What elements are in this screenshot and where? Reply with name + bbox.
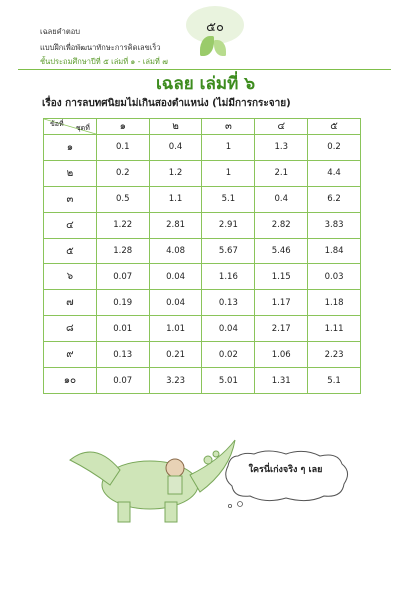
answer-cell: 4.4 (308, 160, 361, 186)
column-header: ๔ (255, 119, 308, 135)
column-header: ๓ (202, 119, 255, 135)
row-label: ๔ (44, 212, 97, 238)
row-label: ๙ (44, 342, 97, 368)
table-row (44, 212, 361, 238)
answer-cell: 0.07 (96, 264, 149, 290)
answer-cell: 1.1 (149, 186, 202, 212)
speech-bubble-text: ใครนี่เก่งจริง ๆ เลย (248, 465, 323, 475)
answer-cell: 1.01 (149, 316, 202, 342)
answer-cell: 4.08 (149, 238, 202, 264)
answer-cell: 5.1 (308, 368, 361, 394)
table-row (44, 160, 361, 186)
table-corner-cell (44, 119, 97, 135)
corner-label-set: ชุดที่ (75, 124, 90, 132)
row-label: ๓ (44, 186, 97, 212)
row-label: ๑ (44, 135, 97, 161)
speech-bubble (220, 448, 352, 508)
page-number: ๕๐ (206, 20, 224, 35)
answer-cell: 5.1 (202, 186, 255, 212)
answer-cell: 1.84 (308, 238, 361, 264)
answer-cell: 0.04 (202, 316, 255, 342)
answer-cell: 1.18 (308, 290, 361, 316)
answer-cell: 1.17 (255, 290, 308, 316)
row-label: ๕ (44, 238, 97, 264)
answer-cell: 1.28 (96, 238, 149, 264)
answer-cell: 2.1 (255, 160, 308, 186)
header-divider (18, 63, 391, 70)
row-label: ๘ (44, 316, 97, 342)
answer-cell: 0.5 (96, 186, 149, 212)
answer-cell: 1.06 (255, 342, 308, 368)
column-header: ๑ (96, 119, 149, 135)
answer-cell: 1.16 (202, 264, 255, 290)
header-grade-line: ชั้นประถมศึกษาปีที่ ๕ เล่มที่ ๑ - เล่มที่ ๗ (40, 57, 168, 66)
answer-cell: 0.2 (96, 160, 149, 186)
leaf-icon (200, 36, 214, 56)
answer-cell: 1.31 (255, 368, 308, 394)
table-row (44, 264, 361, 290)
answer-cell: 0.13 (202, 290, 255, 316)
answer-cell: 1 (202, 135, 255, 161)
table-row (44, 342, 361, 368)
header-answer-label: เฉลยคำตอบ (40, 27, 81, 36)
page-title: เฉลย เล่มที่ ๖ (155, 74, 256, 94)
answer-cell: 5.01 (202, 368, 255, 394)
row-label: ๗ (44, 290, 97, 316)
answer-cell: 5.67 (202, 238, 255, 264)
dinosaur-illustration (40, 430, 250, 530)
answer-cell: 0.03 (308, 264, 361, 290)
answer-cell: 0.04 (149, 264, 202, 290)
row-label: ๑๐ (44, 368, 97, 394)
answer-cell: 0.02 (202, 342, 255, 368)
table-row (44, 368, 361, 394)
answer-cell: 0.19 (96, 290, 149, 316)
table-row (44, 316, 361, 342)
table-header-row (44, 119, 361, 135)
answer-cell: 1.15 (255, 264, 308, 290)
table-row (44, 186, 361, 212)
column-header: ๒ (149, 119, 202, 135)
answer-cell: 1 (202, 160, 255, 186)
table-row (44, 238, 361, 264)
answer-table (43, 118, 361, 394)
answer-cell: 0.07 (96, 368, 149, 394)
answer-cell: 0.13 (96, 342, 149, 368)
answer-cell: 1.3 (255, 135, 308, 161)
header-book-title: แบบฝึกเพื่อพัฒนาทักษะการคิดเลขเร็ว (40, 43, 161, 52)
page-number-badge (186, 6, 244, 44)
answer-cell: 0.4 (149, 135, 202, 161)
answer-cell: 3.83 (308, 212, 361, 238)
answer-cell: 1.11 (308, 316, 361, 342)
answer-cell: 2.91 (202, 212, 255, 238)
table-row (44, 135, 361, 161)
answer-cell: 2.81 (149, 212, 202, 238)
answer-cell: 6.2 (308, 186, 361, 212)
answer-cell: 2.17 (255, 316, 308, 342)
answer-cell: 0.2 (308, 135, 361, 161)
answer-cell: 5.46 (255, 238, 308, 264)
answer-cell: 0.01 (96, 316, 149, 342)
answer-cell: 0.04 (149, 290, 202, 316)
answer-cell: 0.4 (255, 186, 308, 212)
column-header: ๕ (308, 119, 361, 135)
table-row (44, 290, 361, 316)
answer-cell: 0.1 (96, 135, 149, 161)
corner-label-item: ข้อที่ (50, 120, 64, 128)
answer-cell: 1.22 (96, 212, 149, 238)
row-label: ๒ (44, 160, 97, 186)
answer-cell: 0.21 (149, 342, 202, 368)
page-subtitle: เรื่อง การลบทศนิยมไม่เกินสองตำแหน่ง (ไม่มีการกระจาย) (42, 98, 291, 109)
answer-cell: 2.82 (255, 212, 308, 238)
answer-cell: 2.23 (308, 342, 361, 368)
answer-cell: 3.23 (149, 368, 202, 394)
answer-cell: 1.2 (149, 160, 202, 186)
row-label: ๖ (44, 264, 97, 290)
